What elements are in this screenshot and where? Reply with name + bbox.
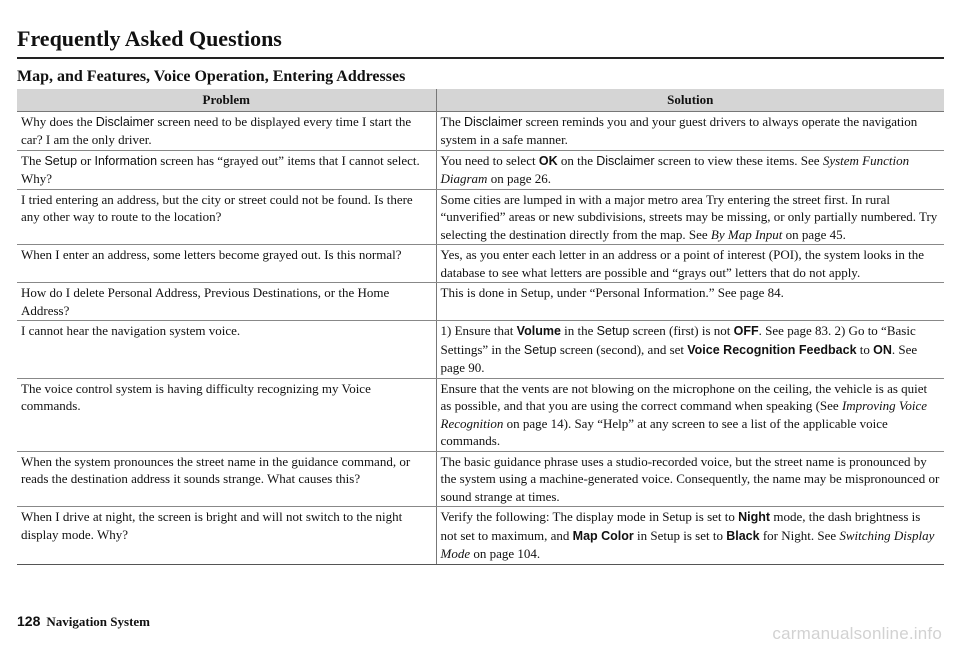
text-run: Why does the: [21, 113, 96, 129]
text-run: I cannot hear the navigation system voice.: [21, 323, 241, 338]
text-run: on page 14). Say “Help” at any screen to see a list of the applicable voice commands.: [440, 415, 888, 448]
text-run: Some cities are lumped in with a major metro area Try entering the street first. In rural “unverified” areas or new subdivisions, streets may be missing, or only partially numbered. Try selecting the destination directly from the map. See: [440, 191, 938, 242]
screen-term: Setup: [523, 342, 557, 357]
problem-cell: [17, 245, 436, 283]
section-reference: Switching Display Mode: [440, 527, 935, 561]
text-run: in the: [560, 323, 597, 338]
text-run: screen (first) is not: [629, 323, 734, 338]
page-number: 128: [17, 613, 41, 629]
screen-term: Information: [94, 153, 158, 168]
table-row: [17, 378, 944, 451]
screen-term: Disclaimer: [95, 114, 155, 129]
solution-cell: [436, 378, 944, 451]
table-row: [17, 189, 944, 245]
setting-term: ON: [873, 342, 892, 357]
text-run: or: [77, 152, 95, 168]
text-run: How do I delete Personal Address, Previous Destinations, or the Home Address?: [21, 285, 390, 318]
solution-cell: [436, 189, 944, 245]
solution-cell: [436, 150, 944, 189]
header-solution: Solution: [436, 89, 944, 111]
title-divider: [17, 57, 944, 59]
text-run: screen has “grayed out” items that I cannot select. Why?: [21, 152, 420, 186]
section-reference: By Map Input: [710, 226, 783, 242]
solution-cell: [436, 321, 944, 379]
problem-cell: [17, 451, 436, 507]
screen-term: Setup: [596, 324, 630, 338]
solution-cell: [436, 507, 944, 565]
solution-cell: [436, 111, 944, 150]
text-run: . See page 90.: [440, 341, 918, 375]
problem-cell: [17, 507, 436, 565]
text-run: on page 45.: [782, 226, 846, 242]
solution-cell: [436, 283, 944, 321]
faq-table-body: [17, 111, 944, 564]
text-run: The: [440, 113, 464, 129]
table-row: [17, 245, 944, 283]
text-run: . See page 83. 2) Go to “Basic Settings” in the: [440, 323, 916, 357]
screen-term: Setup: [44, 153, 78, 168]
solution-cell: [436, 451, 944, 507]
setting-term: Volume: [516, 324, 561, 338]
setting-term: Night: [738, 510, 771, 524]
text-run: The: [21, 152, 45, 168]
problem-cell: [17, 283, 436, 321]
text-run: mode, the dash brightness is not set to maximum, and: [440, 509, 921, 543]
text-run: screen (second), and set: [556, 341, 688, 357]
setting-term: Map Color: [572, 528, 634, 543]
footer-label: Navigation System: [46, 614, 150, 629]
setting-term: OK: [538, 153, 558, 168]
text-run: on the: [557, 152, 597, 168]
table-row: [17, 321, 944, 379]
setting-term: Voice Recognition Feedback: [687, 342, 857, 357]
text-run: on page 104.: [470, 546, 541, 561]
text-run: to: [856, 341, 874, 357]
text-run: screen to view these items. See: [654, 152, 823, 168]
text-run: The voice control system is having difficulty recognizing my Voice commands.: [21, 380, 371, 413]
text-run: Ensure that the vents are not blowing on the microphone on the ceiling, the vehicle is as quiet as possible, and that you are using the correct command when speaking (See: [440, 380, 928, 413]
screen-term: Disclaimer: [463, 114, 523, 129]
text-run: on page 26.: [487, 171, 551, 186]
text-run: When I enter an address, some letters become grayed out. Is this normal?: [21, 247, 402, 262]
section-title: Map, and Features, Voice Operation, Entering Addresses: [17, 68, 406, 85]
table-row: [17, 150, 944, 189]
text-run: This is done in Setup, under “Personal Information.” See page 84.: [440, 285, 784, 300]
table-row: [17, 283, 944, 321]
table-header-row: [17, 89, 944, 111]
text-run: for Night. See: [759, 527, 840, 543]
faq-table: [17, 89, 944, 565]
problem-cell: [17, 378, 436, 451]
text-run: screen need to be displayed every time I start the car? I am the only driver.: [21, 113, 412, 147]
text-run: You need to select: [440, 152, 539, 168]
text-run: 1) Ensure that: [440, 323, 517, 338]
table-row: [17, 451, 944, 507]
section-reference: Improving Voice Recognition: [440, 398, 928, 431]
section-reference: System Function Diagram: [440, 152, 910, 186]
solution-cell: [436, 245, 944, 283]
text-run: in Setup is set to: [633, 527, 727, 543]
text-run: I tried entering an address, but the city or street could not be found. Is there any other way to route to the location?: [21, 191, 413, 224]
screen-term: Disclaimer: [596, 153, 655, 168]
text-run: Yes, as you enter each letter in an address or a point of interest (POI), the system looks in the database to see what letters are possible and “grays out” letters that do not apply.: [440, 247, 925, 280]
setting-term: Black: [726, 528, 760, 543]
problem-cell: [17, 150, 436, 189]
problem-cell: [17, 111, 436, 150]
setting-term: OFF: [733, 324, 759, 338]
page-footer: [17, 613, 150, 630]
table-row: [17, 507, 944, 565]
text-run: When I drive at night, the screen is bright and will not switch to the night display mode. Why?: [21, 509, 403, 542]
problem-cell: [17, 189, 436, 245]
text-run: When the system pronounces the street name in the guidance command, or reads the destination address it sounds strange. What causes this?: [21, 453, 411, 486]
text-run: The basic guidance phrase uses a studio-recorded voice, but the street name is pronounced by the system using a machine-generated voice. Consequently, the name may be mispronounced or sound strange at times.: [440, 453, 940, 504]
table-row: [17, 111, 944, 150]
page-title: Frequently Asked Questions: [17, 26, 282, 51]
header-problem: Problem: [17, 89, 436, 111]
watermark: carmanualsonline.info: [772, 624, 942, 643]
text-run: Verify the following: The display mode in Setup is set to: [440, 509, 739, 524]
text-run: screen reminds you and your guest drivers to always operate the navigation system in a safe manner.: [440, 113, 918, 147]
problem-cell: [17, 321, 436, 379]
